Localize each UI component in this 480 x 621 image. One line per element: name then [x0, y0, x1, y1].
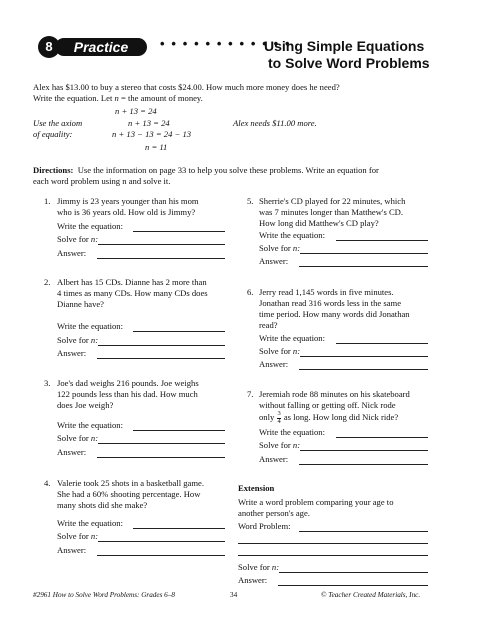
problem-6-text-1: Jerry read 1,145 words in five minutes.	[259, 287, 394, 297]
problem-2-solve-blank[interactable]	[98, 345, 225, 346]
problem-4-text-1: Valerie took 25 shots in a basketball game.	[57, 478, 205, 488]
problem-2-answer-blank[interactable]	[97, 358, 225, 359]
axiom-label-1: Use the axiom	[33, 118, 83, 128]
footer-page-number: 34	[230, 591, 238, 599]
problem-3-solve-blank[interactable]	[98, 443, 225, 444]
page-title-line2: to Solve Word Problems	[268, 55, 430, 71]
example-equation-2: n + 13 = 24	[128, 118, 170, 128]
problem-6-text-3: time period. How many words did Jonathan	[259, 309, 410, 319]
problem-2-solve-label: Solve for n:	[57, 335, 99, 345]
problem-1-answer-label: Answer:	[57, 248, 87, 258]
practice-badge	[38, 36, 150, 59]
problem-1-equation-blank[interactable]	[133, 231, 225, 232]
problem-4-solve-blank[interactable]	[98, 541, 225, 542]
example-problem: Alex has $13.00 to buy a stereo that costs $24.00. How much more money does he need?	[33, 82, 340, 92]
problem-5-solve-blank[interactable]	[300, 253, 428, 254]
practice-label: Practice	[55, 38, 147, 56]
problem-3-number: 3.	[44, 378, 51, 388]
problem-7-write-label: Write the equation:	[259, 427, 325, 437]
problem-7-text-3: only $\frac{3}{4}$ as long. How long did Nick ride?	[259, 410, 399, 425]
fraction-three-fourths: $\frac{3}{4}$	[277, 410, 281, 425]
example-instruction: Write the equation. Let n = the amount of money.	[33, 93, 203, 103]
extension-title: Extension	[238, 483, 275, 493]
problem-5-write-label: Write the equation:	[259, 230, 325, 240]
extension-text-2: another person's age.	[238, 508, 310, 518]
problem-3-equation-blank[interactable]	[133, 430, 225, 431]
problem-4-answer-blank[interactable]	[97, 555, 225, 556]
problem-6-solve-label: Solve for n:	[259, 346, 301, 356]
word-problem-blank-2[interactable]	[238, 543, 428, 544]
problem-7-text-2: without falling or getting off. Nick rode	[259, 400, 396, 410]
extension-answer-blank[interactable]	[278, 585, 428, 586]
problem-1-solve-blank[interactable]	[98, 244, 225, 245]
problem-6-answer-blank[interactable]	[299, 369, 428, 370]
problem-2-number: 2.	[44, 277, 51, 287]
problem-7-solve-blank[interactable]	[300, 450, 428, 451]
footer-copyright: © Teacher Created Materials, Inc.	[321, 591, 421, 599]
problem-5-equation-blank[interactable]	[336, 240, 428, 241]
directions-line1: Directions: Use the information on page 33 to help you solve these problems. Write an equation for	[33, 165, 379, 175]
problem-3-text-2: 122 pounds less than his dad. How much	[57, 389, 198, 399]
problem-5-answer-blank[interactable]	[299, 266, 428, 267]
problem-3-text-1: Joe's dad weighs 216 pounds. Joe weighs	[57, 378, 199, 388]
problem-1-answer-blank[interactable]	[97, 258, 225, 259]
problem-2-text-1: Albert has 15 CDs. Dianne has 2 more than	[57, 277, 207, 287]
problem-6-text-2: Jonathan read 316 words less in the same	[259, 298, 402, 308]
example-equation-4: n = 11	[145, 142, 168, 152]
example-equation-3: n + 13 − 13 = 24 − 13	[112, 129, 192, 139]
problem-4-text-3: many shots did she make?	[57, 500, 148, 510]
problem-6-write-label: Write the equation:	[259, 333, 325, 343]
axiom-label-2: of equality:	[33, 129, 73, 139]
problem-5-text-2: was 7 minutes longer than Matthew's CD.	[259, 207, 404, 217]
problem-1-number: 1.	[44, 196, 51, 206]
problem-5-number: 5.	[247, 196, 254, 206]
problem-3-write-label: Write the equation:	[57, 420, 123, 430]
problem-6-answer-label: Answer:	[259, 359, 289, 369]
extension-text-1: Write a word problem comparing your age to	[238, 497, 394, 507]
page-title-line1: Using Simple Equations	[264, 38, 425, 54]
problem-4-equation-blank[interactable]	[133, 528, 225, 529]
problem-6-number: 6.	[247, 287, 254, 297]
example-answer: Alex needs $11.00 more.	[233, 118, 317, 128]
problem-1-text-1: Jimmy is 23 years younger than his mom	[57, 196, 199, 206]
problem-3-solve-label: Solve for n:	[57, 433, 99, 443]
word-problem-label: Word Problem:	[238, 521, 291, 531]
problem-4-write-label: Write the equation:	[57, 518, 123, 528]
problem-6-equation-blank[interactable]	[336, 343, 428, 344]
problem-4-solve-label: Solve for n:	[57, 531, 99, 541]
problem-7-solve-label: Solve for n:	[259, 440, 301, 450]
problem-2-answer-label: Answer:	[57, 348, 87, 358]
extension-answer-label: Answer:	[238, 575, 268, 585]
problem-6-solve-blank[interactable]	[300, 356, 428, 357]
problem-7-answer-blank[interactable]	[299, 464, 428, 465]
problem-7-number: 7.	[247, 389, 254, 399]
problem-7-text-1: Jeremiah rode 88 minutes on his skateboard	[259, 389, 410, 399]
problem-6-text-4: read?	[259, 320, 278, 330]
problem-5-text-3: How long did Matthew's CD play?	[259, 218, 379, 228]
practice-number: 8	[38, 36, 60, 58]
word-problem-blank-3[interactable]	[238, 555, 428, 556]
problem-4-text-2: She had a 60% shooting percentage. How	[57, 489, 201, 499]
problem-2-text-2: 4 times as many CDs. How many CDs does	[57, 288, 208, 298]
extension-solve-blank[interactable]	[279, 572, 428, 573]
problem-4-answer-label: Answer:	[57, 545, 87, 555]
word-problem-blank-1[interactable]	[299, 531, 428, 532]
problem-3-answer-blank[interactable]	[97, 457, 225, 458]
problem-2-write-label: Write the equation:	[57, 321, 123, 331]
problem-5-text-1: Sherrie's CD played for 22 minutes, which	[259, 196, 406, 206]
problem-4-number: 4.	[44, 478, 51, 488]
problem-7-equation-blank[interactable]	[336, 437, 428, 438]
directions-line2: each word problem using n and solve it.	[33, 176, 171, 186]
problem-1-text-2: who is 36 years old. How old is Jimmy?	[57, 207, 196, 217]
problem-2-text-3: Dianne have?	[57, 299, 105, 309]
extension-solve-label: Solve for n:	[238, 562, 280, 572]
problem-2-equation-blank[interactable]	[133, 331, 225, 332]
header-dots: • • • • • • • • • • • •	[160, 36, 292, 51]
problem-3-text-3: does Joe weigh?	[57, 400, 114, 410]
footer-book-title: #2961 How to Solve Word Problems: Grades 6–8	[33, 591, 175, 599]
problem-1-solve-label: Solve for n:	[57, 234, 99, 244]
problem-5-solve-label: Solve for n:	[259, 243, 301, 253]
example-equation-1: n + 13 = 24	[115, 106, 157, 116]
problem-5-answer-label: Answer:	[259, 256, 289, 266]
problem-1-write-label: Write the equation:	[57, 221, 123, 231]
problem-3-answer-label: Answer:	[57, 447, 87, 457]
problem-7-answer-label: Answer:	[259, 454, 289, 464]
